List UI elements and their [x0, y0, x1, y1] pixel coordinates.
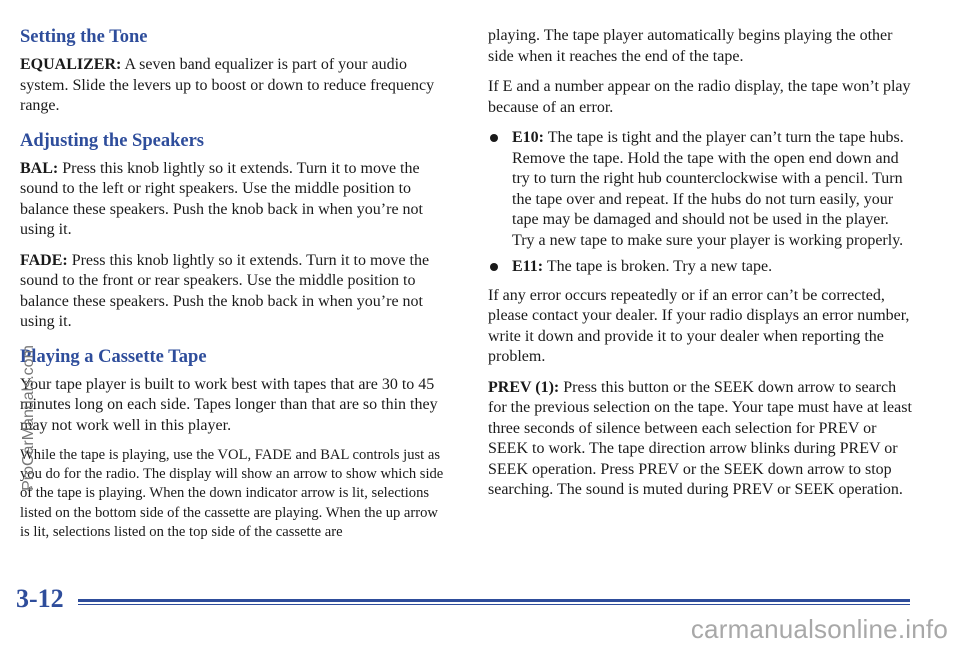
paragraph-error-intro: If E and a number appear on the radio display, the tape won’t play because of an error.: [488, 78, 911, 116]
paragraph-cassette-length: Your tape player is built to work best with tapes that are 30 to 45 minutes long on each side. Tapes longer than that are so thin they may not work well in this player.: [20, 375, 438, 434]
footer-rule: [78, 599, 910, 602]
text-prev: Press this button or the SEEK down arrow to search for the previous selection on the tape. Your tape must have at least three seconds of silence between each selection for PREV or SEEK to work. The tape direction arrow blinks during PREV or SEEK operation. Press PREV or the SEEK down arrow to stop searching. The sound is muted during PREV or SEEK operation.: [488, 378, 912, 498]
paragraph-equalizer: [20, 55, 450, 117]
bullet-icon: [490, 134, 498, 142]
right-column: [488, 26, 914, 511]
paragraph-cassette-controls: While the tape is playing, use the VOL, FADE and BAL controls just as you do for the radio. The display will show an arrow to show which side of the tape is playing. When the down indicator arrow is lit, selections listed on the bottom side of the cassette are playing. When the up arrow is lit, selections listed on the top side of the cassette are: [20, 447, 444, 540]
term-e11: E11:: [512, 258, 544, 275]
term-e10: E10:: [512, 129, 544, 146]
paragraph-contact-dealer: If any error occurs repeatedly or if an error can’t be corrected, please contact your dealer. If your radio displays an error number, write it down and provide it to your dealer when reporting the problem.: [488, 286, 910, 365]
side-watermark: [18, 235, 40, 600]
heading-setting-the-tone: Setting the Tone: [20, 27, 148, 47]
text-e11: The tape is broken. Try a new tape.: [543, 258, 773, 275]
heading-playing-a-cassette-tape: Playing a Cassette Tape: [20, 346, 207, 367]
paragraph-fade: [20, 251, 450, 333]
text-e10: The tape is tight and the player can’t turn the tape hubs. Remove the tape. Hold the tape with the open end down and try to turn the right hub counterclockwise with a pencil. Turn the tape over and repeat. If the hubs do not turn easily, your tape may be damaged and should not be used in the player. Try a new tape to make sure your player is working properly.: [512, 129, 904, 249]
term-fade: FADE:: [20, 251, 68, 269]
text-equalizer: A seven band equalizer is part of your audio system. Slide the levers up to boost or down to reduce frequency range.: [20, 56, 435, 114]
text-fade: Press this knob lightly so it extends. Turn it to move the sound to the front or rear speakers. Use the middle position to balance these speakers. Push the knob back in when you’re not using it.: [20, 251, 430, 330]
term-prev: PREV (1):: [488, 378, 560, 396]
bottom-watermark: carmanualsonline.info: [690, 614, 948, 644]
paragraph-prev: [488, 378, 914, 501]
heading-adjusting-the-speakers: Adjusting the Speakers: [20, 130, 204, 151]
page-number: 3-12: [16, 584, 64, 613]
error-code-list: [488, 128, 914, 278]
list-item-e11: [488, 257, 914, 278]
text-bal: Press this knob lightly so it extends. Turn it to move the sound to the left or right speakers. Use the middle position to balance these speakers. Push the knob back in when you’re not using it.: [20, 159, 423, 238]
left-column: [20, 26, 450, 542]
side-watermark-text: ProCarManuals.com: [20, 344, 38, 491]
list-item-e10: [488, 128, 914, 251]
term-equalizer: EQUALIZER:: [20, 56, 122, 73]
paragraph-continued-playing: playing. The tape player automatically begins playing the other side when it reaches the end of the tape.: [488, 27, 893, 65]
term-bal: BAL:: [20, 159, 59, 177]
bullet-icon: [490, 263, 498, 271]
footer-rule-thin: [78, 604, 910, 605]
paragraph-bal: [20, 159, 450, 241]
